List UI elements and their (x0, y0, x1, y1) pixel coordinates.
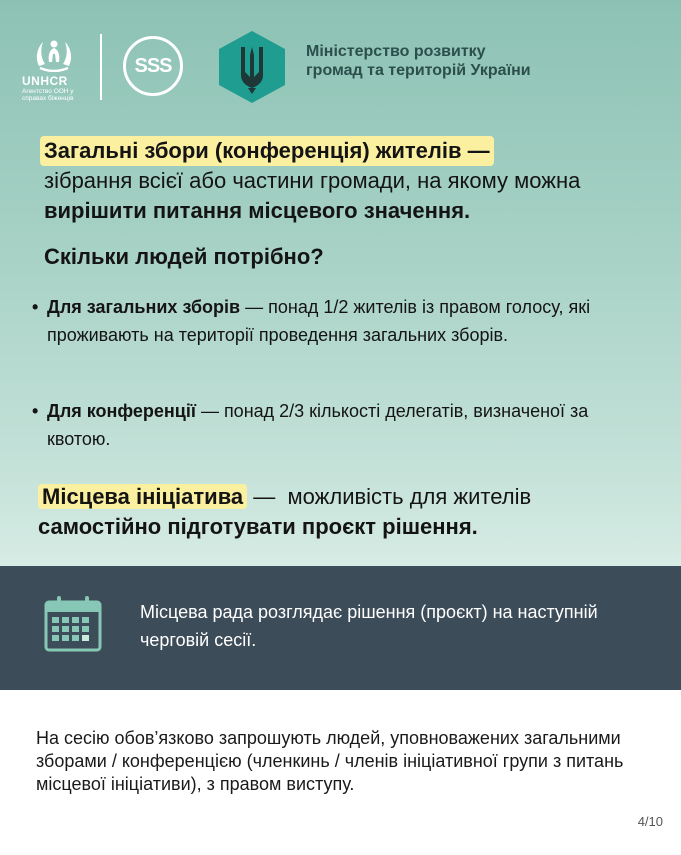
bullet-label: Для загальних зборів (47, 297, 241, 317)
initiative-block (38, 482, 658, 542)
session-text: Місцева рада розглядає рішення (проєкт) на наступній черговій сесії. (140, 602, 598, 650)
definition-text: зібрання всієї або частини громади, на якому можна (44, 168, 581, 193)
bullet-marker: • (32, 297, 39, 317)
initiative-term: Місцева ініціатива (38, 484, 247, 509)
definition-term: Загальні збори (конференція) жителів — (40, 136, 494, 166)
bullet-label: Для конференції (47, 401, 196, 421)
trident-icon (214, 28, 290, 106)
note-text: На сесію обов’язково запрошують людей, уповноважених загальними зборами / конференцією (членкинь / членів ініціативної групи з питань місцевої ініціативи), з правом виступу. (36, 728, 624, 794)
ministry-logo (214, 28, 290, 111)
initiative-emphasis: самостійно підготувати проєкт рішення. (38, 514, 478, 539)
unhcr-name: UNHCR (22, 74, 68, 88)
bullet-marker: • (32, 401, 39, 421)
logo-divider (100, 34, 102, 100)
question-heading: Скільки людей потрібно? (44, 244, 324, 269)
unhcr-emblem-icon (31, 36, 77, 72)
initiative-text: можливість для жителів (275, 484, 532, 509)
bullet-text: — понад 1/2 жителів із правом голосу, які проживають на території проведення загальних зборів. (47, 297, 591, 345)
unhcr-logo (22, 36, 86, 102)
list-item (32, 293, 632, 349)
calendar-icon (44, 594, 104, 659)
definition-block (44, 136, 664, 226)
sss-logo: SSS (123, 36, 183, 96)
page-number: 4/10 (637, 814, 663, 829)
definition-emphasis: вирішити питання місцевого значення. (44, 198, 471, 223)
bullet-text: — понад 2/3 кількості делегатів, визначеної за квотою. (47, 401, 589, 449)
header (0, 0, 681, 130)
list-item (32, 397, 632, 453)
ministry-name: Міністерство розвитку громад та територій України (306, 43, 531, 79)
initiative-dash: — (247, 484, 276, 509)
unhcr-subtitle: Агентство ООН у справах біженців (22, 88, 74, 102)
